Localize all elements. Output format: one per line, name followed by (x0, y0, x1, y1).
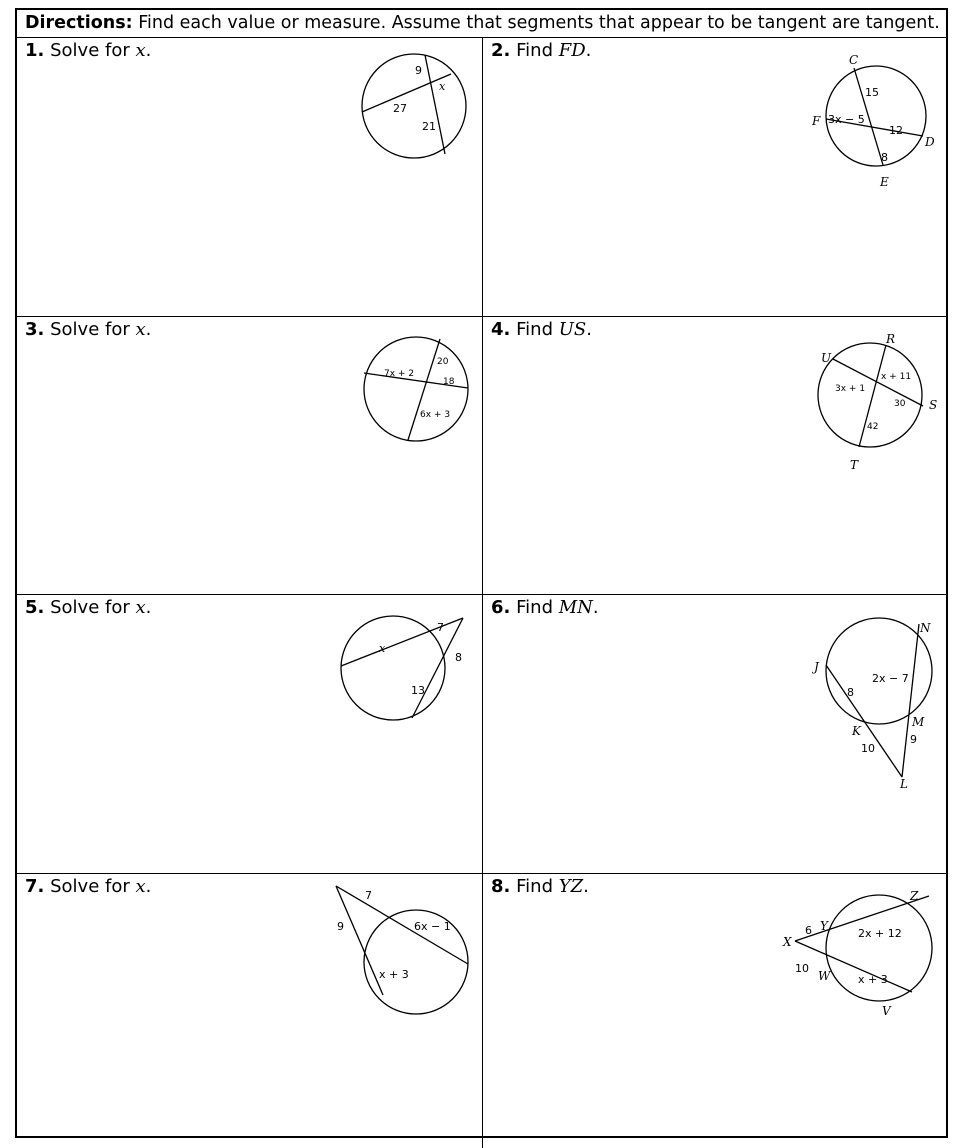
segment-label: 21 (422, 120, 436, 133)
segment-label: 3x + 1 (835, 384, 866, 394)
problem-7-diagram (17, 874, 482, 1140)
segment-label: 15 (865, 86, 879, 99)
segment-label: 6 (805, 924, 812, 937)
segment-label: 7 (365, 889, 372, 902)
segment-label: 13 (411, 684, 425, 697)
problem-4-label: 4. Find US. (491, 319, 592, 340)
secant (902, 624, 919, 777)
chord (408, 339, 440, 440)
segment-label: 42 (867, 422, 879, 432)
segment-label: x + 11 (881, 372, 912, 382)
point-label: X (783, 935, 792, 949)
point-label: J (814, 660, 819, 674)
circle (364, 337, 468, 441)
segment-label: 2x − 7 (872, 672, 909, 685)
point-label: E (880, 175, 889, 189)
point-label: D (925, 135, 935, 149)
segment-label: 10 (795, 962, 809, 975)
problem-2-diagram (483, 38, 950, 316)
point-label: Z (910, 889, 919, 903)
segment-label: 2x + 12 (858, 927, 902, 940)
directions-heading: Directions: (25, 13, 133, 33)
problem-4 (483, 317, 950, 594)
problem-4-diagram (483, 317, 950, 594)
problem-6 (483, 595, 950, 873)
segment-label: 18 (443, 377, 455, 387)
point-label: V (882, 1004, 891, 1018)
problem-5 (17, 595, 482, 873)
segment-label: 8 (455, 651, 462, 664)
segment-label: 8 (881, 151, 888, 164)
segment-label: 12 (889, 124, 903, 137)
chord (833, 359, 923, 406)
problem-8 (483, 874, 950, 1140)
point-label: S (929, 398, 938, 412)
segment-label: 10 (861, 742, 875, 755)
segment-label: 6x + 3 (420, 410, 451, 420)
segment-label: 9 (415, 64, 422, 77)
problem-2 (483, 38, 950, 316)
directions-bar (17, 10, 946, 38)
point-label: W (818, 969, 831, 983)
problem-3 (17, 317, 482, 594)
problem-1-label: 1. Solve for x. (25, 40, 152, 61)
point-label: M (912, 715, 925, 729)
segment-label: x (379, 642, 386, 655)
segment-label: 27 (393, 102, 407, 115)
problem-5-label: 5. Solve for x. (25, 597, 152, 618)
point-label: T (850, 458, 859, 472)
segment-label: 7x + 2 (384, 369, 415, 379)
problem-8-diagram (483, 874, 950, 1140)
segment-label: x + 3 (379, 968, 409, 981)
problem-6-label: 6. Find MN. (491, 597, 599, 618)
secant (795, 941, 912, 992)
segment-label: 3x − 5 (828, 113, 865, 126)
point-label: Y (820, 919, 828, 933)
problem-7 (17, 874, 482, 1140)
directions-text: Find each value or measure. Assume that segments that appear to be tangent are tangent. (132, 13, 940, 33)
point-label: N (920, 621, 931, 635)
segment-label: 20 (437, 357, 449, 367)
worksheet (15, 8, 948, 1138)
problem-1 (17, 38, 482, 316)
segment-label: 9 (337, 920, 344, 933)
segment-label: 6x − 1 (414, 920, 451, 933)
problem-3-label: 3. Solve for x. (25, 319, 152, 340)
segment-label: 30 (894, 399, 906, 409)
problem-5-diagram (17, 595, 482, 873)
problem-7-label: 7. Solve for x. (25, 876, 152, 897)
segment-label: x (439, 80, 446, 93)
circle (826, 618, 932, 724)
segment-label: x + 3 (858, 973, 888, 986)
problem-1-diagram (17, 38, 482, 316)
problem-8-label: 8. Find YZ. (491, 876, 589, 897)
segment-label: 7 (437, 621, 444, 634)
problem-3-diagram (17, 317, 482, 594)
point-label: F (812, 114, 821, 128)
problem-6-diagram (483, 595, 950, 873)
segment-label: 8 (847, 686, 854, 699)
point-label: R (886, 332, 896, 346)
point-label: K (852, 724, 861, 738)
segment-label: 9 (910, 733, 917, 746)
chord (425, 55, 445, 154)
secant (336, 886, 383, 995)
point-label: U (821, 351, 832, 365)
point-label: C (849, 53, 859, 67)
point-label: L (900, 777, 908, 791)
problem-2-label: 2. Find FD. (491, 40, 592, 61)
